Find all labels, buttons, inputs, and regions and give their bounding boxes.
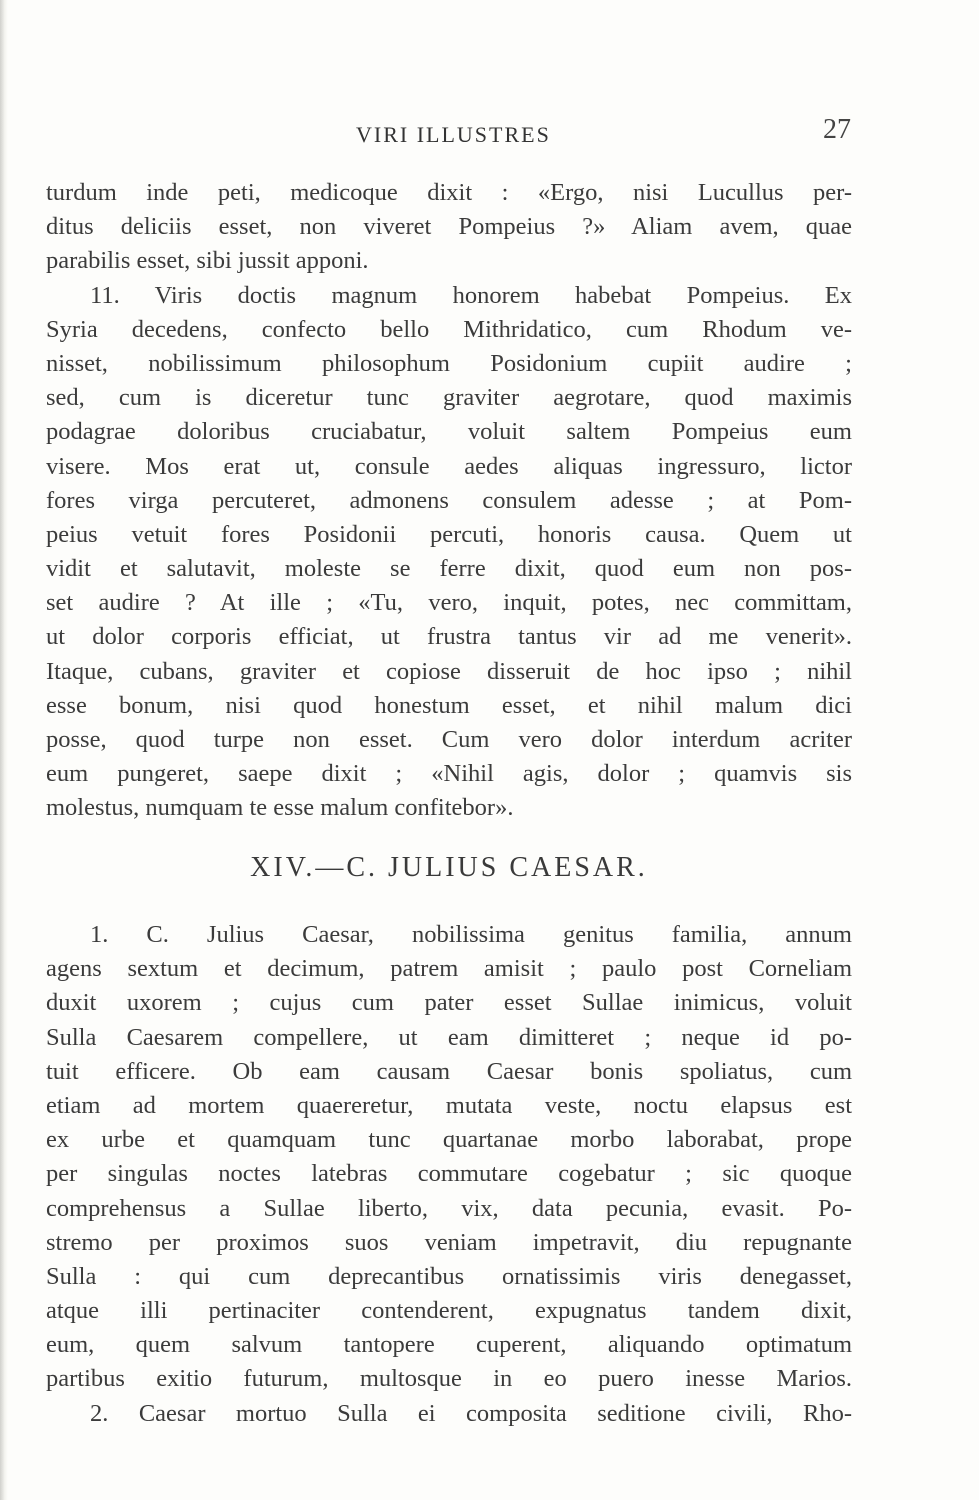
text-line: 2. Caesar mortuo Sulla ei composita seditione civili, Rho- xyxy=(90,1399,852,1427)
text-line: per singulas noctes latebras commutare cogebatur ; sic quoque xyxy=(46,1160,852,1188)
text-line: eum pungeret, saepe dixit ; «Nihil agis, dolor ; quamvis sis xyxy=(46,760,852,788)
text-line: etiam ad mortem quaereretur, mutata veste, noctu elapsus est xyxy=(46,1091,852,1119)
text-line: set audire ? At ille ; «Tu, vero, inquit, potes, nec committam, xyxy=(46,589,852,617)
text-line: vidit et salutavit, moleste se ferre dixit, quod eum non pos- xyxy=(46,555,852,583)
text-line: fores virga percuteret, admonens consulem adesse ; at Pom- xyxy=(46,486,852,514)
page-number: 27 xyxy=(823,114,851,145)
text-line: stremo per proximos suos veniam impetravit, diu repugnante xyxy=(46,1228,852,1256)
text-line: ditus deliciis esset, non viveret Pompeius ?» Aliam avem, quae xyxy=(46,213,852,241)
text-line: parabilis esset, sibi jussit apponi. xyxy=(46,247,369,275)
text-line: visere. Mos erat ut, consule aedes aliquas ingressuro, lictor xyxy=(46,452,852,480)
text-line: turdum inde peti, medicoque dixit : «Ergo, nisi Lucullus per- xyxy=(46,179,852,206)
text-line: comprehensus a Sullae liberto, vix, data pecunia, evasit. Po- xyxy=(46,1194,852,1222)
text-line: ut dolor corporis efficiat, ut frustra tantus vir ad me venerit». xyxy=(46,623,852,651)
text-line: duxit uxorem ; cujus cum pater esset Sullae inimicus, voluit xyxy=(46,989,852,1017)
text-line: podagrae doloribus cruciabatur, voluit saltem Pompeius eum xyxy=(46,418,852,446)
text-line: nisset, nobilissimum philosophum Posidonium cupiit audire ; xyxy=(46,349,852,377)
text-block-caesar xyxy=(46,918,852,1431)
text-line: Sulla : qui cum deprecantibus ornatissimis viris denegasset, xyxy=(46,1262,852,1290)
text-line: 11. Viris doctis magnum honorem habebat Pompeius. Ex xyxy=(90,281,852,309)
text-line: sed, cum is diceretur tunc graviter aegrotare, quod maximis xyxy=(46,384,852,412)
text-line: Syria decedens, confecto bello Mithridatico, cum Rhodum ve- xyxy=(46,315,852,343)
text-line: 1. C. Julius Caesar, nobilissima genitus familia, annum xyxy=(90,921,852,948)
text-line: Sulla Caesarem compellere, ut eam dimitteret ; neque id po- xyxy=(46,1023,852,1051)
text-line: esse bonum, nisi quod honestum esset, et nihil malum dici xyxy=(46,691,852,719)
section-heading: XIV.—C. JULIUS CAESAR. xyxy=(250,852,648,883)
page-binding-edge xyxy=(0,0,8,1500)
text-line: eum, quem salvum tantopere cuperent, aliquando optimatum xyxy=(46,1331,852,1359)
text-line: peius vetuit fores Posidonii percuti, honoris causa. Quem ut xyxy=(46,520,852,548)
text-line: agens sextum et decimum, patrem amisit ; paulo post Corneliam xyxy=(46,955,852,983)
text-line: atque illi pertinaciter contenderent, expugnatus tandem dixit, xyxy=(46,1297,852,1325)
text-line: posse, quod turpe non esset. Cum vero dolor interdum acriter xyxy=(46,726,852,753)
text-block-pompeius xyxy=(46,176,852,826)
text-line: Itaque, cubans, graviter et copiose disseruit de hoc ipso ; nihil xyxy=(46,657,852,685)
running-head-title: VIRI ILLUSTRES xyxy=(356,122,551,147)
text-line: partibus exitio futurum, multosque in eo puero inesse Marios. xyxy=(46,1365,852,1393)
text-line: tuit efficere. Ob eam causam Caesar bonis spoliatus, cum xyxy=(46,1057,852,1085)
text-line: molestus, numquam te esse malum confitebor». xyxy=(46,794,514,822)
text-line: ex urbe et quamquam tunc quartanae morbo laborabat, prope xyxy=(46,1126,852,1154)
